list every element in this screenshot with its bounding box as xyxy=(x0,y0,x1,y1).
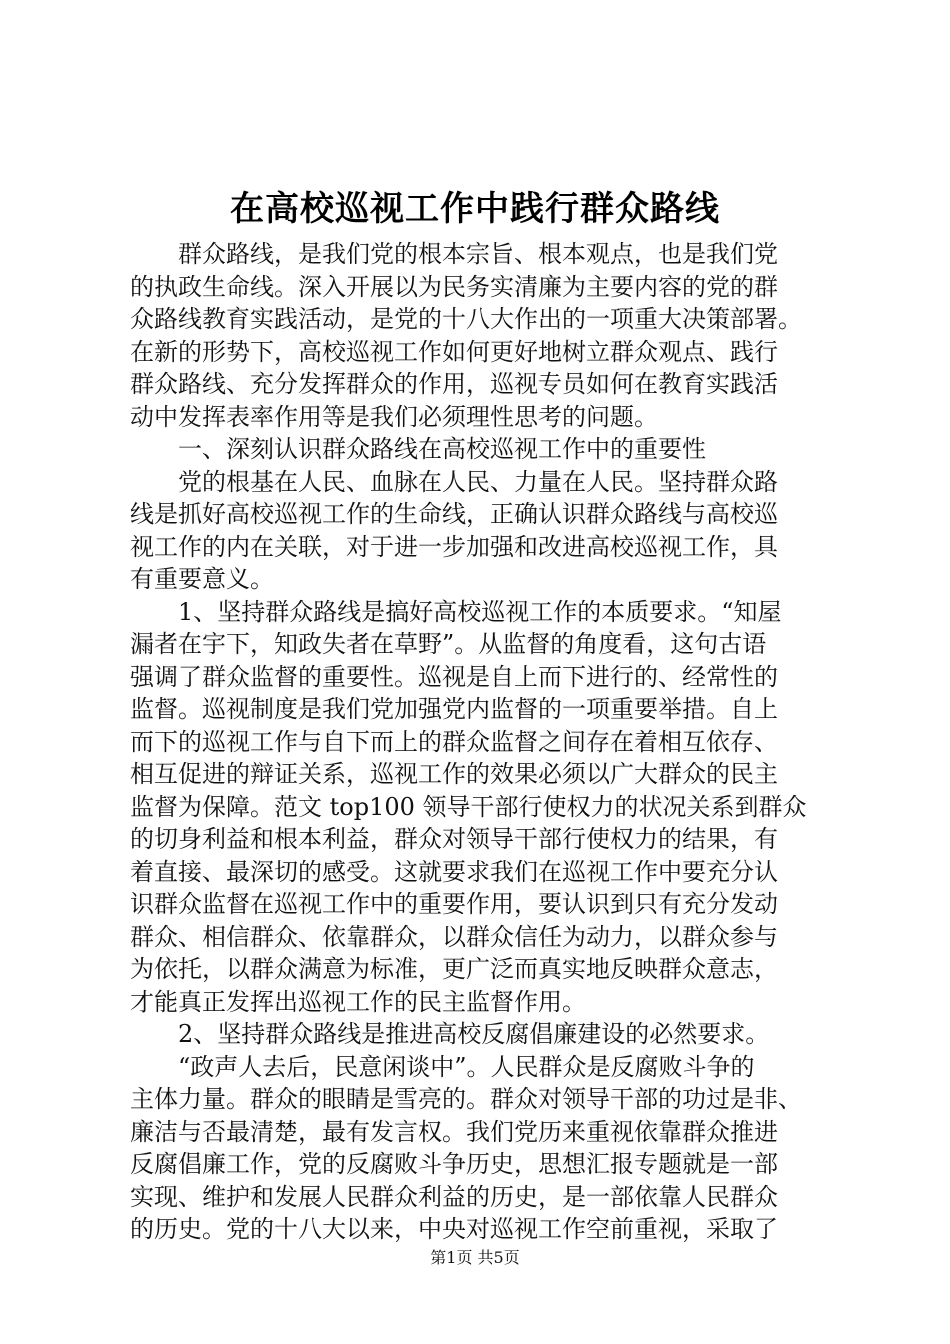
text-line: 2、坚持群众路线是推进高校反腐倡廉建设的必然要求。 xyxy=(130,1020,770,1048)
text-line: 群众、相信群众、依靠群众，以群众信任为动力，以群众参与 xyxy=(130,922,778,951)
text-line: 的切身利益和根本利益，群众对领导干部行使权力的结果，有 xyxy=(130,825,778,853)
text-line: 漏者在宇下，知政失者在草野”。从监督的角度看，这句古语 xyxy=(130,630,767,658)
text-line: 实现、维护和发展人民群众利益的历史，是一部依靠人民群众 xyxy=(130,1182,778,1211)
text-line: 众路线教育实践活动，是党的十八大作出的一项重大决策部署。 xyxy=(130,305,802,333)
text-line: 群众路线、充分发挥群众的作用，巡视专员如何在教育实践活 xyxy=(130,370,778,398)
text-line: 的执政生命线。深入开展以为民务实清廉为主要内容的党的群 xyxy=(130,272,778,301)
text-line: 群众路线，是我们党的根本宗旨、根本观点，也是我们党 xyxy=(130,240,778,268)
text-line: 才能真正发挥出巡视工作的民主监督作用。 xyxy=(130,987,586,1016)
text-line: 廉洁与否最清楚，最有发言权。我们党历来重视依靠群众推进 xyxy=(130,1117,778,1146)
page-footer: 第1页 共5页 xyxy=(430,1248,520,1267)
document-body xyxy=(130,238,834,1246)
text-line: 反腐倡廉工作，党的反腐败斗争历史，思想汇报专题就是一部 xyxy=(130,1150,778,1178)
text-line: 在新的形势下，高校巡视工作如何更好地树立群众观点、践行 xyxy=(130,337,778,366)
text-line: 监督。巡视制度是我们党加强党内监督的一项重要举措。自上 xyxy=(130,695,778,723)
text-line: 视工作的内在关联，对于进一步加强和改进高校巡视工作，具 xyxy=(130,532,778,561)
text-line: 强调了群众监督的重要性。巡视是自上而下进行的、经常性的 xyxy=(130,662,778,691)
text-line: 党的根基在人民、血脉在人民、力量在人民。坚持群众路 xyxy=(130,467,778,496)
document-title: 在高校巡视工作中践行群众路线 xyxy=(230,189,720,229)
text-line: 动中发挥表率作用等是我们必须理性思考的问题。 xyxy=(130,402,658,431)
text-line: 为依托，以群众满意为标准，更广泛而真实地反映群众意志， xyxy=(130,955,778,983)
text-line: 的历史。党的十八大以来，中央对巡视工作空前重视，采取了 xyxy=(130,1215,778,1243)
text-line: 监督为保障。范文 top100 领导干部行使权力的状况关系到群众 xyxy=(130,792,807,821)
text-line: 相互促进的辩证关系，巡视工作的效果必须以广大群众的民主 xyxy=(130,760,778,788)
text-line: 主体力量。群众的眼睛是雪亮的。群众对领导干部的功过是非、 xyxy=(130,1085,802,1113)
text-line: “政声人去后，民意闲谈中”。人民群众是反腐败斗争的 xyxy=(130,1052,755,1081)
text-line: 有重要意义。 xyxy=(130,565,274,593)
text-line: 1、坚持群众路线是搞好高校巡视工作的本质要求。“知屋 xyxy=(130,597,782,626)
text-line: 着直接、最深切的感受。这就要求我们在巡视工作中要充分认 xyxy=(130,857,778,886)
text-line: 一、深刻认识群众路线在高校巡视工作中的重要性 xyxy=(130,435,706,463)
text-line: 线是抓好高校巡视工作的生命线，正确认识群众路线与高校巡 xyxy=(130,500,778,528)
text-line: 识群众监督在巡视工作中的重要作用，要认识到只有充分发动 xyxy=(130,890,778,918)
text-line: 而下的巡视工作与自下而上的群众监督之间存在着相互依存、 xyxy=(130,727,778,756)
